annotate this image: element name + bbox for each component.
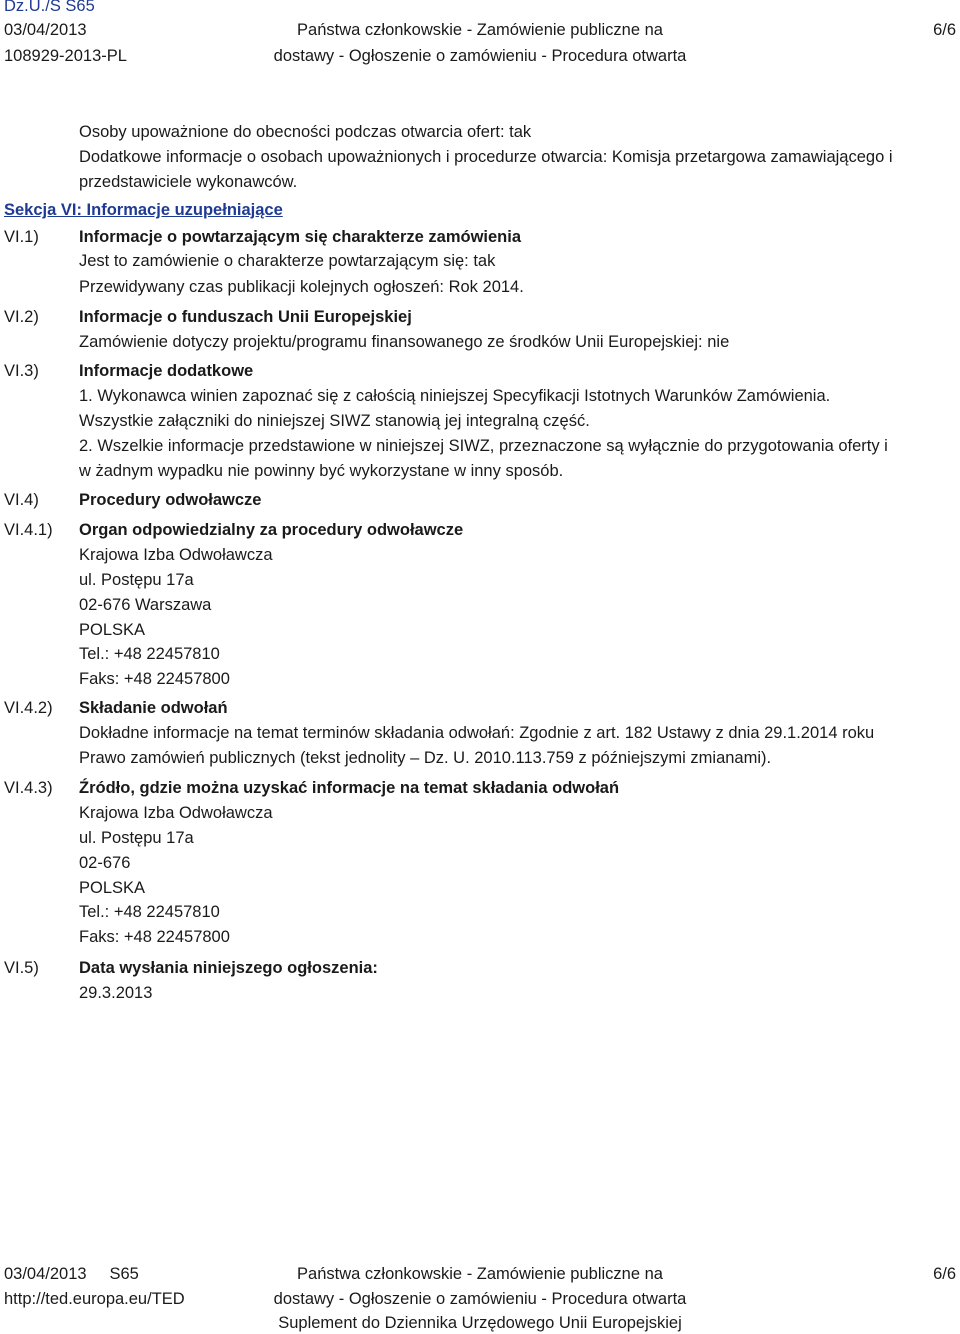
footer-title-line2: dostawy - Ogłoszenie o zamówieniu - Procedura otwarta <box>273 1290 687 1308</box>
vi42-heading: Składanie odwołań <box>79 699 228 717</box>
vi41-number: VI.4.1) <box>4 521 53 539</box>
vi1-heading: Informacje o powtarzającym się charakterze zamówienia <box>79 228 522 246</box>
vi2-number: VI.2) <box>4 308 39 326</box>
vi41-heading: Organ odpowiedzialny za procedury odwoławcze <box>79 521 464 539</box>
vi5-date: 29.3.2013 <box>79 984 153 1002</box>
vi2-line-1: Zamówienie dotyczy projektu/programu finansowanego ze środków Unii Europejskiej: nie <box>79 333 730 351</box>
vi43-fax: Faks: +48 22457800 <box>79 928 230 946</box>
intro-line-3: przedstawiciele wykonawców. <box>79 173 298 191</box>
footer-page: 6/6 <box>933 1265 956 1283</box>
section-title: Sekcja VI: Informacje uzupełniające <box>4 201 283 219</box>
vi42-line-1: Dokładne informacje na temat terminów składania odwołań: Zgodnie z art. 182 Ustawy z dnia 29.1.2014 roku <box>79 724 875 742</box>
vi42-number: VI.4.2) <box>4 699 53 717</box>
vi41-city: 02-676 Warszawa <box>79 596 212 614</box>
vi4-number: VI.4) <box>4 491 39 509</box>
vi43-number: VI.4.3) <box>4 779 53 797</box>
footer-date-issue: 03/04/2013 S65 <box>4 1265 139 1283</box>
vi1-line-1: Jest to zamówienie o charakterze powtarzającym się: tak <box>79 252 496 270</box>
vi3-line-3: 2. Wszelkie informacje przedstawione w niniejszej SIWZ, przeznaczone są wyłącznie do przygotowania oferty i <box>79 437 888 455</box>
vi1-line-2: Przewidywany czas publikacji kolejnych ogłoszeń: Rok 2014. <box>79 278 524 296</box>
vi41-fax: Faks: +48 22457800 <box>79 670 230 688</box>
vi3-line-2: Wszystkie załączniki do niniejszej SIWZ stanowią jej integralną część. <box>79 412 590 430</box>
vi5-number: VI.5) <box>4 959 39 977</box>
vi43-name: Krajowa Izba Odwoławcza <box>79 804 273 822</box>
vi3-heading: Informacje dodatkowe <box>79 362 254 380</box>
vi5-heading: Data wysłania niniejszego ogłoszenia: <box>79 959 378 977</box>
vi4-heading: Procedury odwoławcze <box>79 491 262 509</box>
vi43-tel: Tel.: +48 22457810 <box>79 903 220 921</box>
vi3-number: VI.3) <box>4 362 39 380</box>
vi42-line-2: Prawo zamówień publicznych (tekst jednolity – Dz. U. 2010.113.759 z późniejszymi zmianami). <box>79 749 772 767</box>
intro-line-2: Dodatkowe informacje o osobach upoważnionych i procedurze otwarcia: Komisja przetargowa zamawiającego i <box>79 148 893 166</box>
header-doc-id: 108929-2013-PL <box>4 47 127 65</box>
vi41-tel: Tel.: +48 22457810 <box>79 645 220 663</box>
vi41-name: Krajowa Izba Odwoławcza <box>79 546 273 564</box>
header-title-line1: Państwa członkowskie - Zamówienie publiczne na <box>297 21 663 39</box>
header-page: 6/6 <box>933 21 956 39</box>
footer-url[interactable]: http://ted.europa.eu/TED <box>4 1290 185 1308</box>
vi41-street: ul. Postępu 17a <box>79 571 194 589</box>
vi2-heading: Informacje o funduszach Unii Europejskiej <box>79 308 412 326</box>
vi41-country: POLSKA <box>79 621 146 639</box>
vi3-line-1: 1. Wykonawca winien zapoznać się z całością niniejszej Specyfikacji Istotnych Warunków Zamówienia. <box>79 387 831 405</box>
intro-line-1: Osoby upoważnione do obecności podczas otwarcia ofert: tak <box>79 123 532 141</box>
header-title-line2: dostawy - Ogłoszenie o zamówieniu - Procedura otwarta <box>273 47 687 65</box>
footer-title-line1: Państwa członkowskie - Zamówienie publiczne na <box>297 1265 663 1283</box>
vi1-number: VI.1) <box>4 228 39 246</box>
footer-title-line3: Suplement do Dziennika Urzędowego Unii Europejskiej <box>278 1314 682 1332</box>
header-journal: Dz.U./S S65 <box>4 0 95 15</box>
vi3-line-4: w żadnym wypadku nie powinny być wykorzystane w inny sposób. <box>79 462 564 480</box>
vi43-heading: Źródło, gdzie można uzyskać informacje na temat składania odwołań <box>79 779 620 797</box>
vi43-street: ul. Postępu 17a <box>79 829 194 847</box>
header-date: 03/04/2013 <box>4 21 87 39</box>
vi43-city: 02-676 <box>79 854 131 872</box>
vi43-country: POLSKA <box>79 879 146 897</box>
